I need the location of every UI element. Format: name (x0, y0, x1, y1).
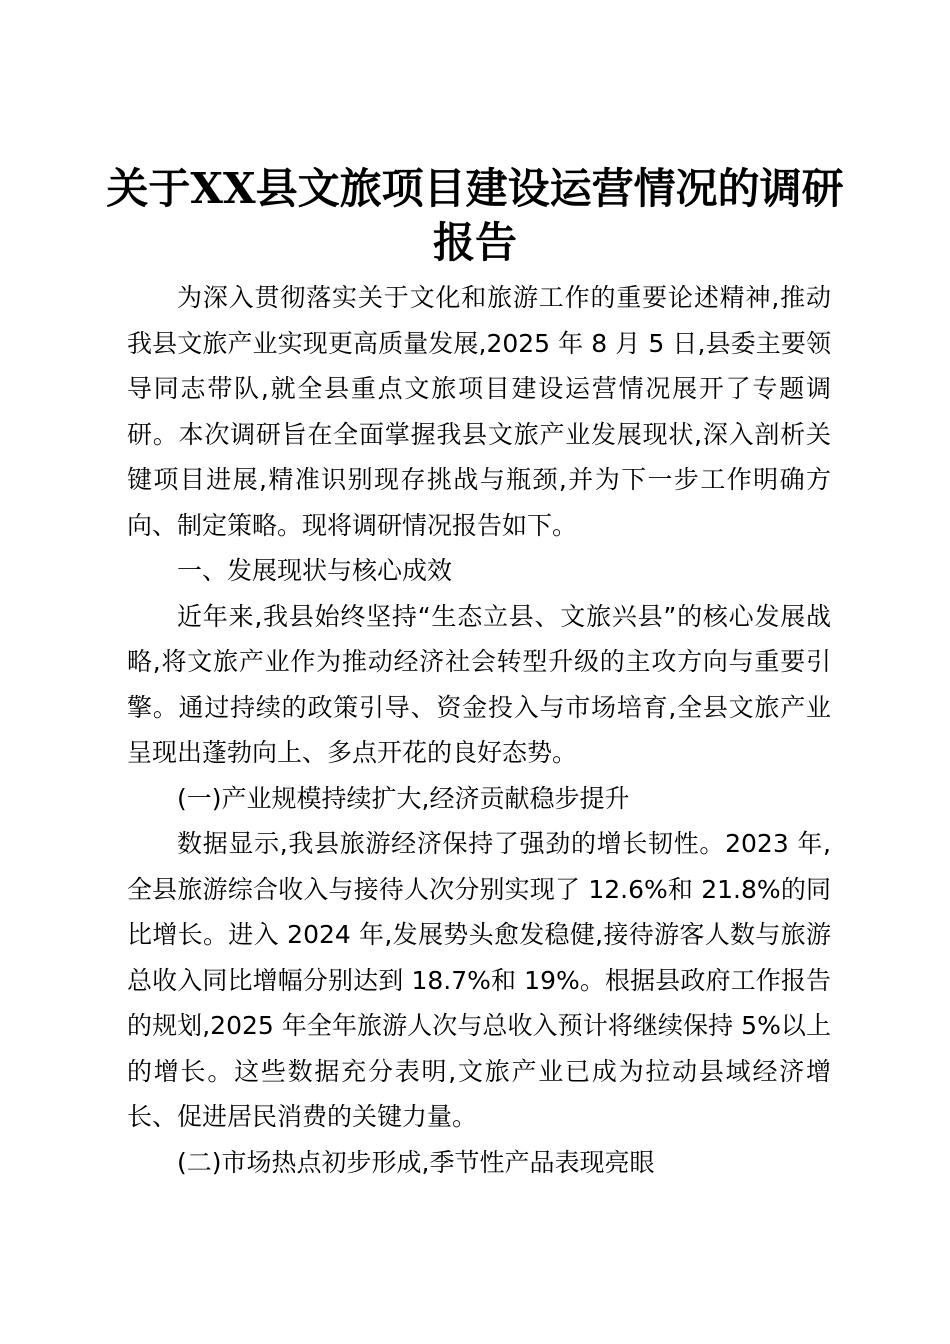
paragraph-overview: 近年来,我县始终坚持“生态立县、文旅兴县”的核心发展战略,将文旅产业作为推动经济社会转型升级的主攻方向与重要引擎。通过持续的政策引导、资金投入与市场培育,全县文旅产业呈现出蓬勃向上、多点开花的良好态势。 (127, 601, 831, 767)
subsection-heading-1: (一)产业规模持续扩大,经济贡献稳步提升 (177, 783, 630, 813)
paragraph-data: 数据显示,我县旅游经济保持了强劲的增长韧性。2023 年,全县旅游综合收入与接待人次分别实现了 12.6%和 21.8%的同比增长。进入 2024 年,发展势头愈发稳健,接待游客人数与旅游总收入同比增幅分别达到 18.7%和 19%。根据县政府工作报告的规划,2025 年全年旅游人次与总收入预计将继续保持 5%以上的增长。这些数据充分表明,文旅产业已成为拉动县域经济增长、促进居民消费的关键力量。 (127, 829, 831, 1131)
document-body (127, 275, 831, 1185)
paragraph-intro: 为深入贯彻落实关于文化和旅游工作的重要论述精神,推动我县文旅产业实现更高质量发展,2025 年 8 月 5 日,县委主要领导同志带队,就全县重点文旅项目建设运营情况展开了专题调研。本次调研旨在全面掌握我县文旅产业发展现状,深入剖析关键项目进展,精准识别现存挑战与瓶颈,并为下一步工作明确方向、制定策略。现将调研情况报告如下。 (127, 283, 831, 540)
document-title: 关于XX县文旅项目建设运营情况的调研报告 (106, 164, 844, 267)
section-heading-1: 一、发展现状与核心成效 (177, 556, 453, 585)
subsection-heading-2: (二)市场热点初步形成,季节性产品表现亮眼 (177, 1147, 655, 1177)
